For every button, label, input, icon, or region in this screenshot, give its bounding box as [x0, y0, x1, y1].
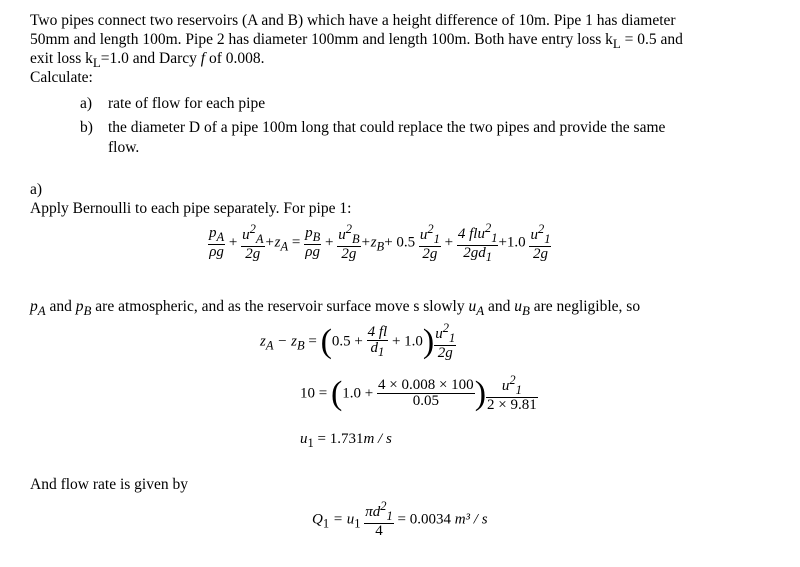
problem-text: =1.0 and Darcy: [100, 50, 201, 67]
fraction: $\frac{\pi d^2_1}{4}$: [365, 499, 393, 540]
flow-rate-text: And flow rate is given by: [30, 476, 188, 493]
problem-text: = 0.5 and: [620, 31, 683, 48]
problem-line-3: [30, 50, 265, 71]
flow-rate-equation: $Q_1 = u_1$ $\frac{\pi d^2_1}{4}$ = 0.0034 m³ / s: [312, 499, 488, 540]
fraction: $\frac{u^2_1}{2g}$: [435, 321, 456, 362]
part-label: a): [30, 181, 43, 198]
item-b-text-2: flow.: [108, 139, 140, 156]
fraction: $\frac{4 flu^2_1}{2gd_1}$: [457, 221, 498, 265]
numeric-equation: 10 = (1.0 + $\frac{4 \times 0.008 \times 100}{0.05}$ ) $\frac{u^2_1}{2 \times 9.81}$: [300, 373, 537, 414]
velocity-result: $u_1 = 1.731m / s$: [300, 431, 392, 450]
calculate-label: Calculate:: [30, 69, 93, 86]
item-b-text: the diameter D of a pipe 100m long that could replace the two pipes and provide the same: [108, 119, 666, 136]
fraction: $\frac{p_A}{\rho g}$: [209, 224, 225, 260]
item-b-marker: b): [80, 119, 93, 136]
fraction: $\frac{p_B}{\rho g}$: [305, 224, 321, 260]
problem-text: 50mm and length 100m. Pipe 2 has diameter 100mm and length 100m. Both have entry loss k: [30, 31, 613, 48]
atmospheric-text: $p_A$ and $p_B$ are atmospheric, and as the reservoir surface move s slowly $u_A$ and $u_B$ are negligible, so: [30, 298, 641, 319]
item-a-text: rate of flow for each pipe: [108, 95, 266, 112]
problem-text: exit loss k: [30, 50, 93, 67]
problem-text: of 0.008.: [205, 50, 265, 67]
problem-text: Two pipes connect two reservoirs (A and B) which have a height difference of 10m. Pipe 1 has diameter: [30, 12, 676, 29]
subscript: L: [612, 36, 621, 52]
bernoulli-intro: Apply Bernoulli to each pipe separately. For pipe 1:: [30, 200, 352, 217]
fraction: $\frac{u^2_1}{2g}$: [530, 222, 551, 263]
fraction: $\frac{u^2_1}{2g}$: [419, 222, 440, 263]
fraction: $\frac{u^2_A}{2g}$: [242, 222, 264, 263]
fraction: $\frac{4 \times 0.008 \times 100}{0.05}$: [378, 376, 474, 410]
fraction: $\frac{4 fl}{d_1}$: [367, 323, 388, 360]
bernoulli-equation: $\frac{p_A}{\rho g}$ + $\frac{u^2_A}{2g}$ $+z_A$ = $\frac{p_B}{\rho g}$ + $\frac{u^2_B}{2g}$ $+z_B+ 0.5$ $\frac{u^2_1}{2g}$ + $\frac{4 flu^2_1}{2gd_1}$ +1.0 $\frac{u^2_1}{2g}$: [209, 221, 551, 265]
fraction: $\frac{u^2_1}{2 \times 9.81}$: [487, 373, 537, 414]
fraction: $\frac{u^2_B}{2g}$: [338, 222, 360, 263]
subscript: L: [92, 55, 101, 71]
problem-line-2: [30, 31, 683, 52]
problem-line-1: [30, 12, 676, 30]
head-loss-equation: $z_A - z_B = (0.5$ + $\frac{4 fl}{d_1}$ + 1.0) $\frac{u^2_1}{2g}$: [260, 321, 456, 362]
item-a-marker: a): [80, 95, 93, 112]
darcy-f: f: [200, 50, 206, 67]
